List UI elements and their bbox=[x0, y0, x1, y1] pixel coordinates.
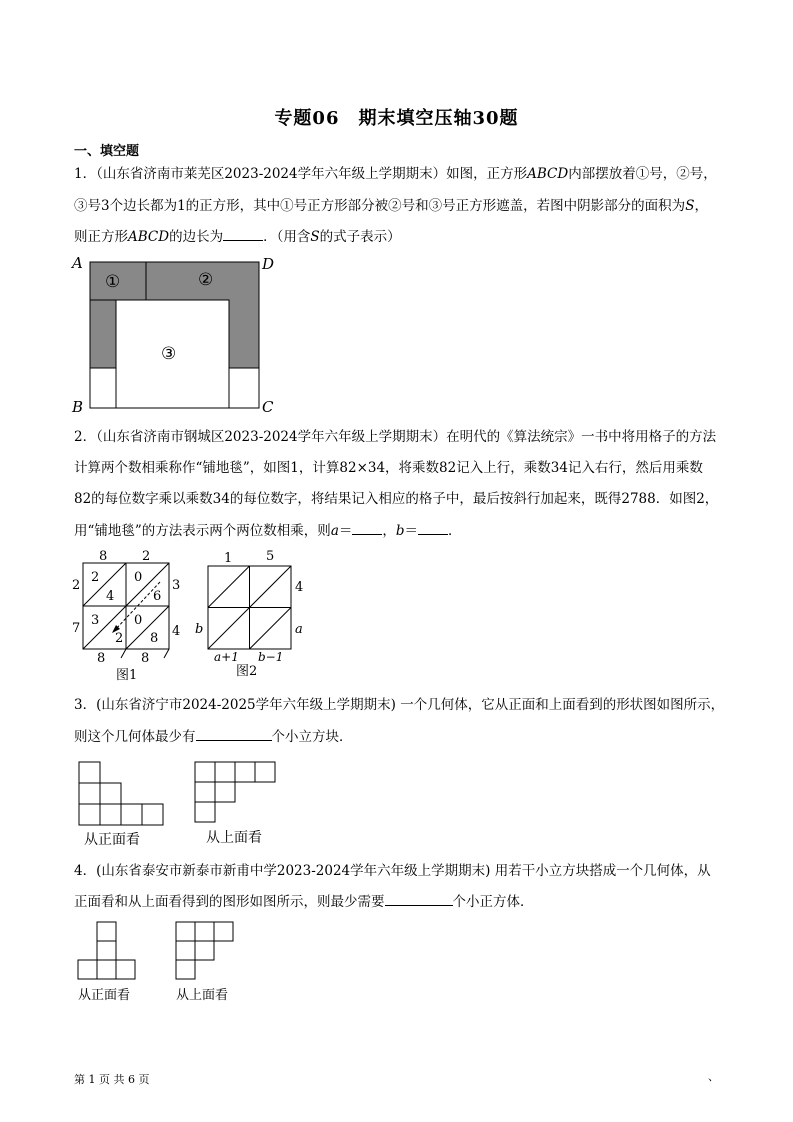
corner-square-left bbox=[90, 368, 116, 408]
q1-figure bbox=[68, 250, 283, 420]
cube-cell bbox=[195, 922, 214, 941]
q1-line-3 bbox=[74, 227, 401, 247]
top-digit: 1 bbox=[224, 551, 233, 566]
right-digit: 3 bbox=[172, 578, 181, 593]
cell-digit: 2 bbox=[115, 631, 124, 646]
cube-cell bbox=[79, 804, 100, 825]
q4-top-view bbox=[170, 916, 250, 1006]
q2-figure-2 bbox=[192, 545, 312, 685]
q2-var-b: b bbox=[395, 523, 405, 539]
q2-line-3: 82的每位数字乘以乘数34的每位数字，将结果记入相应的格子中，最后按斜行加起来，既得2788．如图2， bbox=[74, 491, 719, 507]
answer-blank[interactable] bbox=[196, 728, 272, 741]
cell-digit: 4 bbox=[106, 589, 115, 604]
cell-digit: 8 bbox=[150, 631, 159, 646]
cell-digit: 2 bbox=[91, 570, 100, 585]
q3-line-1: 3．(山东省济宁市2024-2025学年六年级上学期期末) 一个几何体，它从正面和上面看到的形状图如图所示， bbox=[74, 697, 725, 713]
figure-caption: 图1 bbox=[116, 668, 138, 683]
view-label-top: 从上面看 bbox=[206, 830, 262, 846]
cube-cell bbox=[100, 804, 121, 825]
cube-cell bbox=[235, 762, 255, 782]
top-digit: 2 bbox=[142, 549, 151, 564]
q2-text: ＝ bbox=[404, 523, 419, 539]
q4-line-2 bbox=[74, 892, 534, 912]
diagonal bbox=[126, 563, 169, 606]
cube-cell bbox=[176, 941, 195, 960]
q4-front-view bbox=[70, 916, 150, 1006]
bottom-digit: 8 bbox=[141, 651, 150, 666]
q1-line-2 bbox=[74, 196, 708, 216]
diagonal bbox=[250, 608, 292, 650]
page-number: 第 1 页 共 6 页 bbox=[74, 1073, 150, 1086]
q1-text: 的边长为 bbox=[169, 229, 224, 245]
view-label-top: 从上面看 bbox=[176, 988, 229, 1003]
right-var-a: a bbox=[295, 622, 303, 637]
figure-caption: 图2 bbox=[236, 664, 258, 679]
cube-cell bbox=[97, 960, 116, 979]
label-square-1: ① bbox=[105, 272, 121, 292]
cube-cell bbox=[195, 782, 215, 802]
q2-text: ． bbox=[448, 523, 462, 539]
cube-cell bbox=[79, 783, 100, 804]
diagonal-ext bbox=[121, 649, 126, 658]
q1-text: 内部摆放着①号，②号， bbox=[568, 166, 717, 182]
answer-blank-a[interactable] bbox=[352, 522, 382, 535]
top-digit: 5 bbox=[266, 549, 275, 564]
q2-line-1: 2．（山东省济南市钢城区2023-2024学年六年级上学期期末）在明代的《算法统宗》一书中将用格子的方法 bbox=[74, 429, 717, 445]
corner-square-right bbox=[229, 368, 259, 408]
q1-text: 1．（山东省济南市莱芜区2023-2024学年六年级上学期期末）如图，正方形 bbox=[74, 166, 528, 182]
q1-line-1 bbox=[74, 164, 717, 184]
bottom-expr: b−1 bbox=[258, 650, 284, 664]
q2-text: ， bbox=[382, 523, 396, 539]
cube-cell bbox=[116, 960, 135, 979]
left-var-b: b bbox=[195, 622, 204, 637]
cube-cell bbox=[100, 783, 121, 804]
bottom-digit: 8 bbox=[97, 651, 106, 666]
q1-text: ， bbox=[694, 198, 708, 214]
cube-cell bbox=[121, 804, 142, 825]
cube-cell bbox=[97, 941, 116, 960]
cube-cell bbox=[195, 762, 215, 782]
label-b: B bbox=[72, 398, 84, 416]
cube-cell bbox=[79, 762, 100, 783]
cell-digit: 0 bbox=[134, 613, 143, 628]
cube-cell bbox=[215, 762, 235, 782]
answer-blank-b[interactable] bbox=[418, 522, 448, 535]
view-label-front: 从正面看 bbox=[78, 988, 131, 1003]
q1-abcd: ABCD bbox=[128, 229, 170, 245]
q1-text: 则正方形 bbox=[74, 229, 128, 245]
view-label-front: 从正面看 bbox=[84, 832, 140, 848]
top-digit: 8 bbox=[99, 549, 108, 564]
cube-cell bbox=[195, 802, 215, 822]
q4-text: 正面看和从上面看得到的图形如图所示，则最少需要 bbox=[74, 894, 385, 910]
cell-digit: 0 bbox=[134, 570, 143, 585]
q1-text: ．（用含 bbox=[263, 229, 311, 245]
bottom-expr: a+1 bbox=[214, 650, 239, 664]
cell-digit: 6 bbox=[153, 589, 162, 604]
cube-cell bbox=[255, 762, 275, 782]
cube-cell bbox=[215, 782, 235, 802]
answer-blank[interactable] bbox=[385, 893, 453, 906]
cube-cell bbox=[176, 922, 195, 941]
q2-text: 用“铺地毯”的方法表示两个两位数相乘，则 bbox=[74, 523, 331, 539]
q1-text: ③号3个边长都为1的正方形，其中①号正方形部分被②号和③号正方形遮盖，若图中阴影部分的面积为 bbox=[74, 198, 686, 214]
diagonal bbox=[126, 606, 169, 649]
diagonal bbox=[83, 563, 126, 606]
label-a: A bbox=[72, 254, 83, 272]
diagonal bbox=[250, 566, 292, 608]
cube-cell bbox=[176, 960, 195, 979]
left-digit: 2 bbox=[72, 578, 81, 593]
q4-text: 个小正方体． bbox=[452, 894, 534, 910]
q2-line-2: 计算两个数相乘称作“铺地毯”，如图1，计算82×34，将乘数82记入上行，乘数34记入右行，然后用乘数 bbox=[74, 460, 703, 476]
q1-s: S bbox=[685, 198, 695, 214]
cube-cell bbox=[78, 960, 97, 979]
section-heading: 一、填空题 bbox=[74, 144, 140, 159]
page-title: 专题06 期末填空压轴30题 bbox=[274, 108, 519, 129]
label-square-3: ③ bbox=[161, 344, 177, 364]
right-digit: 4 bbox=[172, 624, 181, 639]
right-digit: 4 bbox=[295, 580, 304, 595]
diagonal-ext bbox=[164, 649, 169, 658]
cube-cell bbox=[195, 941, 214, 960]
cell-digit: 3 bbox=[91, 613, 100, 628]
q3-front-view bbox=[72, 758, 182, 850]
q3-text: 个小立方块． bbox=[271, 729, 353, 745]
cube-cell bbox=[214, 922, 233, 941]
q1-abcd: ABCD bbox=[527, 166, 569, 182]
label-c: C bbox=[262, 398, 274, 416]
q3-line-2 bbox=[74, 727, 353, 747]
cube-cell bbox=[142, 804, 163, 825]
q2-figure-1 bbox=[68, 545, 188, 685]
left-digit: 7 bbox=[72, 621, 81, 636]
diagonal bbox=[208, 608, 250, 650]
q4-line-1: 4．(山东省泰安市新泰市新甫中学2023-2024学年六年级上学期期末) 用若干小立方块搭成一个几何体，从 bbox=[74, 863, 711, 879]
q2-line-4 bbox=[74, 521, 462, 541]
q1-text: 的式子表示） bbox=[319, 229, 401, 245]
q3-text: 则这个几何体最少有 bbox=[74, 729, 196, 745]
q3-top-view bbox=[188, 756, 288, 848]
q1-s: S bbox=[310, 229, 320, 245]
answer-blank[interactable] bbox=[223, 228, 263, 241]
label-d: D bbox=[262, 255, 275, 273]
label-square-2: ② bbox=[198, 270, 214, 290]
cube-cell bbox=[97, 922, 116, 941]
diagonal bbox=[208, 566, 250, 608]
q2-var-a: a bbox=[330, 523, 339, 539]
q2-text: ＝ bbox=[338, 523, 353, 539]
corner-mark: 、 bbox=[708, 1070, 719, 1083]
